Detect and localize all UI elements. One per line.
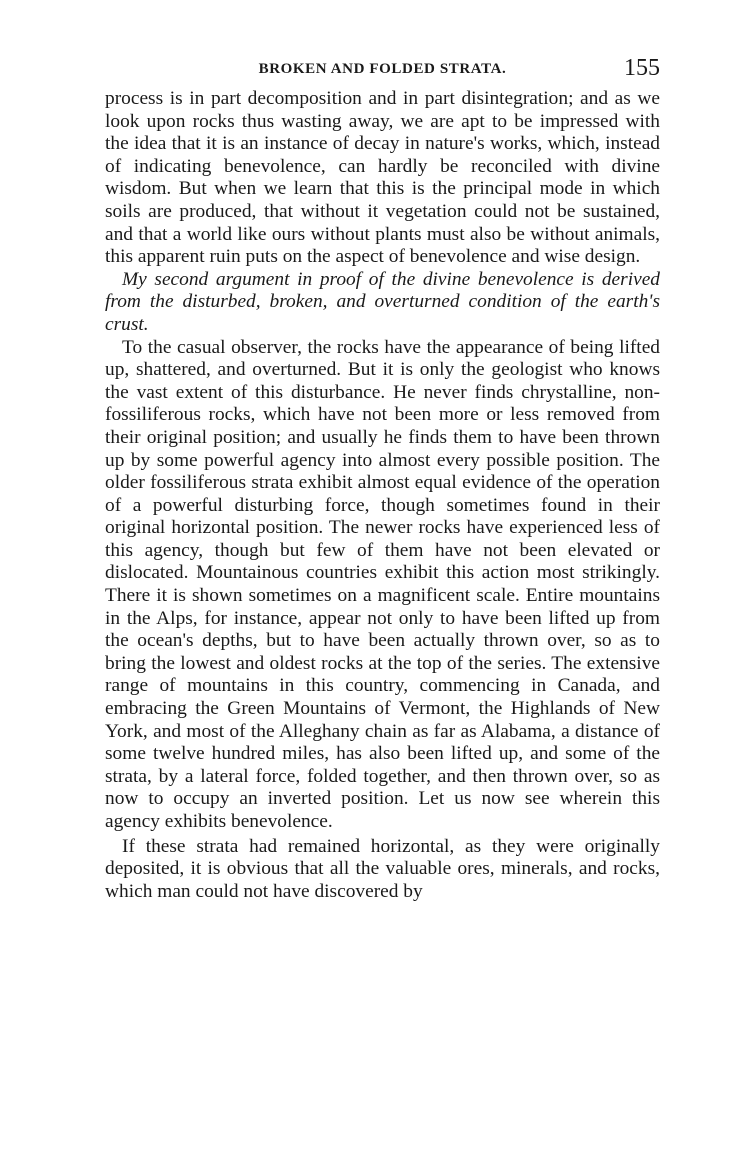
- paragraph-second-argument: My second argument in proof of the divine benevolence is derived from the disturbed, broken, and overturned condition of the earth's crust.: [105, 268, 660, 335]
- body-text: [105, 88, 660, 903]
- running-title: BROKEN AND FOLDED STRATA.: [258, 61, 507, 77]
- running-head: [105, 55, 660, 85]
- page-number: 155: [624, 55, 660, 81]
- paragraph-horizontal-strata: If these strata had remained horizontal, as they were originally deposited, it is obvious that all the valuable ores, minerals, and rocks, which man could not have discovered by: [105, 835, 660, 902]
- paragraph-continuation: process is in part decomposition and in part disintegration; and as we look upon rocks thus wasting away, we are apt to be impressed with the idea that it is an instance of decay in nature's works, which, instead of indicating benevolence, can hardly be reconciled with divine wisdom. But when we learn that this is the principal mode in which soils are produced, that without it vegetation could not be sustained, and that a world like ours without plants must also be without animals, this apparent ruin puts on the aspect of benevolence and wise design.: [105, 88, 660, 268]
- paragraph-casual-observer: To the casual observer, the rocks have the appearance of being lifted up, shattered, and overturned. But it is only the geologist who knows the vast extent of this disturbance. He never finds chrystalline, non-fossiliferous rocks, which have not been more or less removed from their original position; and usually he finds them to have been thrown up by some powerful agency into almost every possible position. The older fossiliferous strata exhibit almost equal evidence of the operation of a powerful disturbing force, though sometimes found in their original horizontal position. The newer rocks have experienced less of this agency, though but few of them have not been elevated or dislocated. Mountainous countries exhibit this action most strikingly. There it is shown sometimes on a magnificent scale. Entire mountains in the Alps, for instance, appear not only to have been lifted up from the ocean's depths, but to have been actually thrown over, so as to bring the lowest and oldest rocks at the top of the series. The extensive range of mountains in this country, commencing in Canada, and embracing the Green Mountains of Vermont, the Highlands of New York, and most of the Alleghany chain as far as Alabama, a distance of some twelve hundred miles, has also been lifted up, and some of the strata, by a lateral force, folded together, and then thrown over, so as now to occupy an inverted position. Let us now see wherein this agency exhibits benevolence.: [105, 336, 660, 832]
